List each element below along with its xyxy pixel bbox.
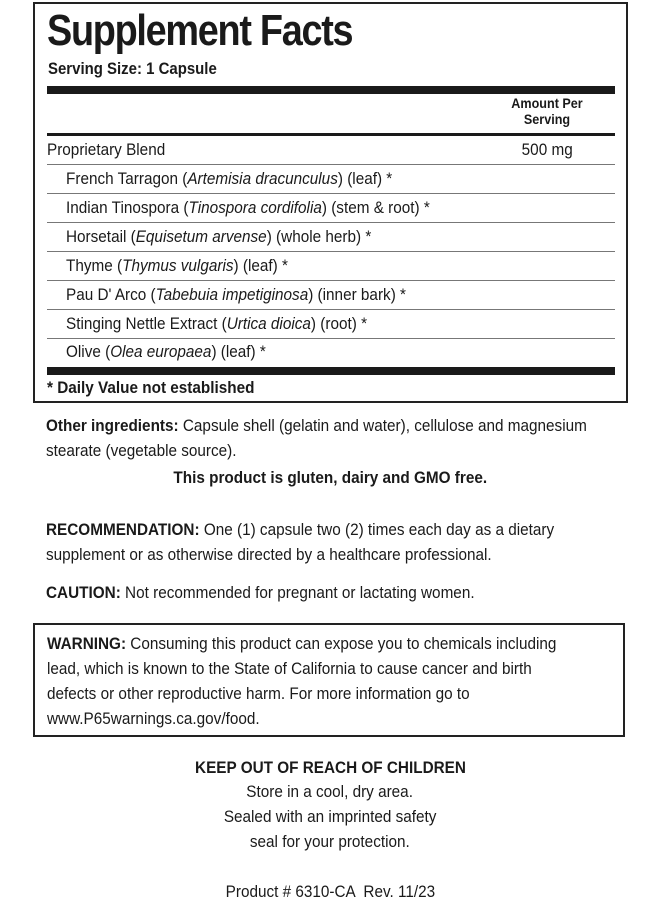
facts-title: Supplement Facts <box>47 6 353 55</box>
recommendation-label: RECOMMENDATION: <box>46 520 200 539</box>
keep-out-of-reach-heading: KEEP OUT OF REACH OF CHILDREN <box>194 758 466 777</box>
serving-size: Serving Size: 1 Capsule <box>48 59 217 78</box>
blend-row <box>47 136 615 165</box>
recommendation: RECOMMENDATION: One (1) capsule two (2) times each day as a dietary supplement or as otherwise directed by a healthcare professional. <box>46 520 555 564</box>
blend-name: Proprietary Blend <box>47 140 166 159</box>
caution-label: CAUTION: <box>46 583 121 602</box>
ingredient-row: Pau D' Arco (Tabebuia impetiginosa) (inner bark) * <box>47 281 615 310</box>
blend-amount: 500 mg <box>521 140 573 159</box>
warning-text: WARNING: Consuming this product can expose you to chemicals including lead, which is known to the State of California to cause cancer and birth defects or other reproductive harm. For more information go to www.P65warnings.ca.gov/food. <box>47 631 556 731</box>
other-ingredients: Other ingredients: Capsule shell (gelatin and water), cellulose and magnesium stearate (vegetable source). <box>46 416 587 460</box>
divider-thick-top <box>47 86 615 94</box>
storage-line: Store in a cool, dry area. <box>246 782 414 801</box>
latin-name: Olea europaea <box>110 342 212 361</box>
daily-value-footnote: * Daily Value not established <box>47 378 255 397</box>
supplement-facts-panel <box>33 2 628 403</box>
divider-thick-bottom <box>47 367 615 375</box>
ingredient-row: Thyme (Thymus vulgaris) (leaf) * <box>47 252 615 281</box>
warning-url: www.P65warnings.ca.gov/food. <box>47 709 260 728</box>
latin-name: Urtica dioica <box>226 314 311 333</box>
latin-name: Tinospora cordifolia <box>188 198 322 217</box>
latin-name: Equisetum arvense <box>135 227 267 246</box>
ingredient-row: French Tarragon (Artemisia dracunculus) (leaf) * <box>47 165 615 194</box>
other-ingredients-label: Other ingredients: <box>46 416 179 435</box>
ingredient-row: Horsetail (Equisetum arvense) (whole herb) * <box>47 223 615 252</box>
storage-line: seal for your protection. <box>250 832 410 851</box>
latin-name: Artemisia dracunculus <box>187 169 338 188</box>
latin-name: Tabebuia impetiginosa <box>155 285 309 304</box>
ingredient-row: Indian Tinospora (Tinospora cordifolia) (stem & root) * <box>47 194 615 223</box>
ingredient-row: Stinging Nettle Extract (Urtica dioica) (root) * <box>47 310 615 339</box>
caution: CAUTION: Not recommended for pregnant or lactating women. <box>46 583 475 602</box>
product-code: Product # 6310-CA Rev. 11/23 <box>225 882 435 901</box>
warning-label: WARNING: <box>47 634 127 653</box>
free-from-statement: This product is gluten, dairy and GMO free. <box>173 468 487 487</box>
latin-name: Thymus vulgaris <box>122 256 234 275</box>
prop65-warning-box <box>33 623 625 737</box>
amount-per-serving-header: Amount Per Serving <box>511 95 583 127</box>
storage-line: Sealed with an imprinted safety <box>223 807 437 826</box>
ingredient-row: Olive (Olea europaea) (leaf) * <box>66 342 266 361</box>
